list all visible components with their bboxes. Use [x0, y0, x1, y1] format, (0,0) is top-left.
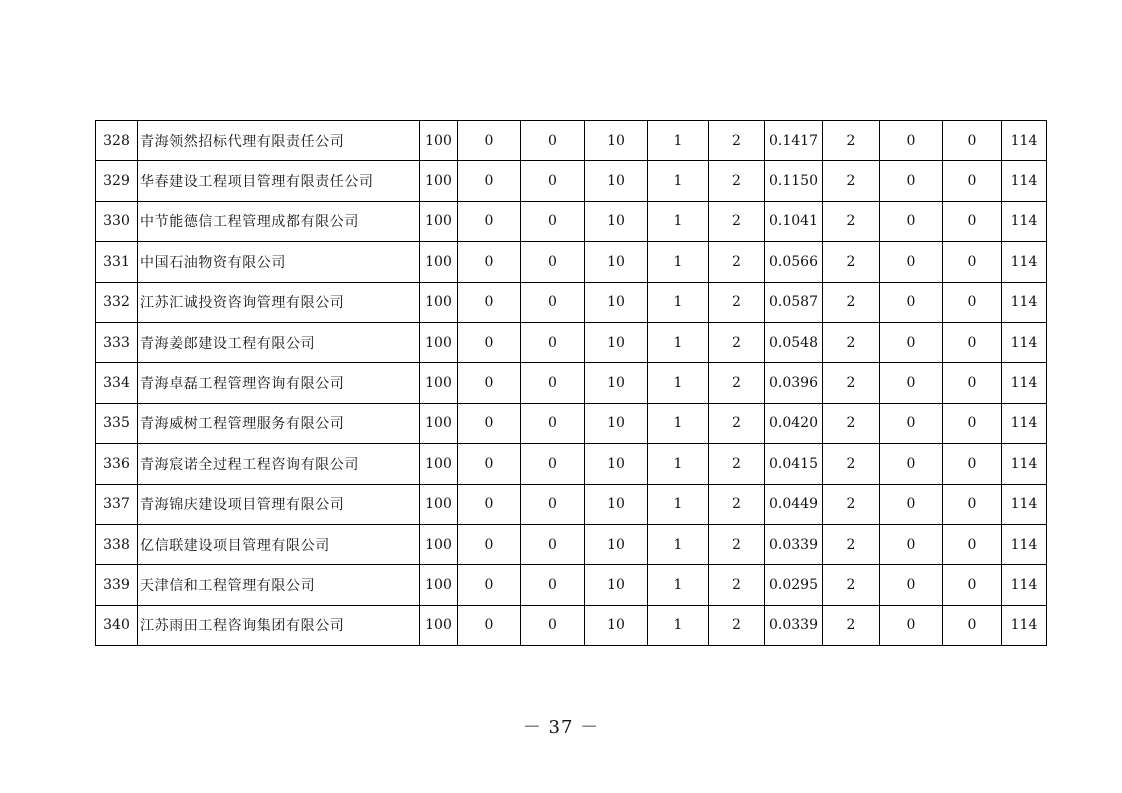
- score-cell-6: 2: [709, 605, 765, 645]
- score-cell-1: 100: [420, 403, 458, 443]
- score-cell-10: 0: [943, 605, 1002, 645]
- total-score-cell: 114: [1002, 201, 1047, 241]
- total-score-cell: 114: [1002, 605, 1047, 645]
- score-cell-6: 2: [709, 524, 765, 564]
- score-cell-1: 100: [420, 121, 458, 161]
- score-cell-2: 0: [458, 484, 521, 524]
- score-cell-10: 0: [943, 201, 1002, 241]
- score-cell-6: 2: [709, 121, 765, 161]
- total-score-cell: 114: [1002, 363, 1047, 403]
- table-row: [96, 565, 1047, 605]
- score-cell-2: 0: [458, 161, 521, 201]
- score-table: [95, 120, 1047, 646]
- company-name-cell: 江苏汇诚投资咨询管理有限公司: [138, 282, 420, 322]
- score-cell-5: 1: [648, 444, 709, 484]
- score-cell-1: 100: [420, 201, 458, 241]
- total-score-cell: 114: [1002, 242, 1047, 282]
- score-cell-9: 0: [880, 565, 943, 605]
- score-cell-4: 10: [585, 605, 648, 645]
- score-cell-2: 0: [458, 282, 521, 322]
- row-number-cell: 329: [96, 161, 138, 201]
- score-cell-4: 10: [585, 322, 648, 362]
- score-cell-7: 0.0548: [765, 322, 823, 362]
- score-cell-1: 100: [420, 242, 458, 282]
- score-cell-2: 0: [458, 605, 521, 645]
- score-cell-7: 0.0566: [765, 242, 823, 282]
- total-score-cell: 114: [1002, 121, 1047, 161]
- table-row: [96, 363, 1047, 403]
- table-row: [96, 161, 1047, 201]
- score-cell-7: 0.0339: [765, 605, 823, 645]
- score-cell-3: 0: [521, 524, 585, 564]
- score-cell-3: 0: [521, 403, 585, 443]
- score-cell-5: 1: [648, 282, 709, 322]
- score-cell-4: 10: [585, 444, 648, 484]
- score-cell-6: 2: [709, 484, 765, 524]
- score-cell-8: 2: [823, 363, 880, 403]
- score-cell-3: 0: [521, 242, 585, 282]
- row-number-cell: 339: [96, 565, 138, 605]
- score-cell-7: 0.0587: [765, 282, 823, 322]
- score-cell-7: 0.0339: [765, 524, 823, 564]
- table-row: [96, 201, 1047, 241]
- score-cell-2: 0: [458, 444, 521, 484]
- score-cell-10: 0: [943, 242, 1002, 282]
- table-row: [96, 322, 1047, 362]
- table-row: [96, 282, 1047, 322]
- row-number-cell: 338: [96, 524, 138, 564]
- score-cell-9: 0: [880, 242, 943, 282]
- score-cell-8: 2: [823, 282, 880, 322]
- score-cell-5: 1: [648, 121, 709, 161]
- score-cell-6: 2: [709, 322, 765, 362]
- score-cell-7: 0.0420: [765, 403, 823, 443]
- company-name-cell: 江苏雨田工程咨询集团有限公司: [138, 605, 420, 645]
- total-score-cell: 114: [1002, 524, 1047, 564]
- total-score-cell: 114: [1002, 322, 1047, 362]
- score-cell-9: 0: [880, 282, 943, 322]
- row-number-cell: 333: [96, 322, 138, 362]
- score-cell-10: 0: [943, 363, 1002, 403]
- score-cell-1: 100: [420, 282, 458, 322]
- company-name-cell: 华春建设工程项目管理有限责任公司: [138, 161, 420, 201]
- score-cell-8: 2: [823, 121, 880, 161]
- score-cell-8: 2: [823, 322, 880, 362]
- score-cell-5: 1: [648, 403, 709, 443]
- score-cell-8: 2: [823, 565, 880, 605]
- score-cell-5: 1: [648, 524, 709, 564]
- score-cell-3: 0: [521, 282, 585, 322]
- company-name-cell: 青海领然招标代理有限责任公司: [138, 121, 420, 161]
- company-name-cell: 青海宸诺全过程工程咨询有限公司: [138, 444, 420, 484]
- score-cell-10: 0: [943, 322, 1002, 362]
- table-body: [96, 121, 1047, 646]
- score-cell-3: 0: [521, 363, 585, 403]
- score-cell-4: 10: [585, 282, 648, 322]
- score-cell-6: 2: [709, 161, 765, 201]
- score-cell-9: 0: [880, 444, 943, 484]
- score-cell-3: 0: [521, 484, 585, 524]
- score-cell-8: 2: [823, 161, 880, 201]
- score-cell-1: 100: [420, 484, 458, 524]
- page-number: － 37 －: [522, 717, 600, 738]
- score-cell-1: 100: [420, 565, 458, 605]
- score-cell-8: 2: [823, 242, 880, 282]
- score-cell-2: 0: [458, 403, 521, 443]
- score-cell-3: 0: [521, 444, 585, 484]
- score-cell-1: 100: [420, 444, 458, 484]
- score-cell-3: 0: [521, 161, 585, 201]
- score-cell-9: 0: [880, 484, 943, 524]
- score-cell-1: 100: [420, 524, 458, 564]
- score-cell-8: 2: [823, 403, 880, 443]
- row-number-cell: 334: [96, 363, 138, 403]
- score-cell-5: 1: [648, 322, 709, 362]
- score-cell-6: 2: [709, 403, 765, 443]
- score-cell-5: 1: [648, 565, 709, 605]
- score-cell-8: 2: [823, 201, 880, 241]
- score-cell-7: 0.1041: [765, 201, 823, 241]
- score-cell-5: 1: [648, 201, 709, 241]
- score-cell-1: 100: [420, 363, 458, 403]
- score-cell-10: 0: [943, 524, 1002, 564]
- score-cell-9: 0: [880, 524, 943, 564]
- score-cell-4: 10: [585, 565, 648, 605]
- score-cell-10: 0: [943, 161, 1002, 201]
- score-cell-10: 0: [943, 565, 1002, 605]
- total-score-cell: 114: [1002, 161, 1047, 201]
- score-cell-5: 1: [648, 242, 709, 282]
- score-cell-1: 100: [420, 605, 458, 645]
- company-name-cell: 中国石油物资有限公司: [138, 242, 420, 282]
- table-row: [96, 444, 1047, 484]
- score-cell-9: 0: [880, 403, 943, 443]
- total-score-cell: 114: [1002, 484, 1047, 524]
- score-cell-9: 0: [880, 161, 943, 201]
- table-row: [96, 605, 1047, 645]
- total-score-cell: 114: [1002, 403, 1047, 443]
- score-cell-10: 0: [943, 444, 1002, 484]
- score-cell-6: 2: [709, 565, 765, 605]
- score-cell-3: 0: [521, 121, 585, 161]
- table-row: [96, 524, 1047, 564]
- score-cell-6: 2: [709, 242, 765, 282]
- score-cell-6: 2: [709, 444, 765, 484]
- score-cell-7: 0.1417: [765, 121, 823, 161]
- score-cell-2: 0: [458, 565, 521, 605]
- score-cell-7: 0.0396: [765, 363, 823, 403]
- row-number-cell: 332: [96, 282, 138, 322]
- score-cell-4: 10: [585, 484, 648, 524]
- score-cell-9: 0: [880, 322, 943, 362]
- score-cell-3: 0: [521, 201, 585, 241]
- score-cell-4: 10: [585, 242, 648, 282]
- company-name-cell: 青海威树工程管理服务有限公司: [138, 403, 420, 443]
- score-cell-5: 1: [648, 605, 709, 645]
- score-cell-7: 0.0295: [765, 565, 823, 605]
- score-cell-6: 2: [709, 282, 765, 322]
- score-cell-8: 2: [823, 605, 880, 645]
- row-number-cell: 331: [96, 242, 138, 282]
- score-cell-5: 1: [648, 484, 709, 524]
- score-cell-4: 10: [585, 524, 648, 564]
- score-cell-9: 0: [880, 605, 943, 645]
- score-cell-3: 0: [521, 322, 585, 362]
- row-number-cell: 330: [96, 201, 138, 241]
- company-name-cell: 青海锦庆建设项目管理有限公司: [138, 484, 420, 524]
- table-row: [96, 403, 1047, 443]
- score-cell-4: 10: [585, 363, 648, 403]
- score-cell-9: 0: [880, 363, 943, 403]
- row-number-cell: 337: [96, 484, 138, 524]
- score-cell-2: 0: [458, 121, 521, 161]
- score-cell-7: 0.0415: [765, 444, 823, 484]
- score-cell-9: 0: [880, 121, 943, 161]
- score-cell-7: 0.0449: [765, 484, 823, 524]
- score-cell-9: 0: [880, 201, 943, 241]
- score-cell-3: 0: [521, 565, 585, 605]
- score-cell-5: 1: [648, 363, 709, 403]
- score-cell-8: 2: [823, 444, 880, 484]
- score-cell-10: 0: [943, 403, 1002, 443]
- score-cell-6: 2: [709, 363, 765, 403]
- row-number-cell: 335: [96, 403, 138, 443]
- score-cell-6: 2: [709, 201, 765, 241]
- score-cell-4: 10: [585, 121, 648, 161]
- table-row: [96, 121, 1047, 161]
- score-cell-4: 10: [585, 161, 648, 201]
- row-number-cell: 336: [96, 444, 138, 484]
- score-cell-2: 0: [458, 242, 521, 282]
- score-cell-3: 0: [521, 605, 585, 645]
- company-name-cell: 青海卓磊工程管理咨询有限公司: [138, 363, 420, 403]
- table-row: [96, 484, 1047, 524]
- total-score-cell: 114: [1002, 565, 1047, 605]
- total-score-cell: 114: [1002, 282, 1047, 322]
- score-cell-4: 10: [585, 201, 648, 241]
- score-cell-10: 0: [943, 121, 1002, 161]
- company-name-cell: 中节能德信工程管理成都有限公司: [138, 201, 420, 241]
- score-cell-7: 0.1150: [765, 161, 823, 201]
- score-cell-10: 0: [943, 484, 1002, 524]
- row-number-cell: 328: [96, 121, 138, 161]
- score-cell-8: 2: [823, 484, 880, 524]
- score-cell-2: 0: [458, 524, 521, 564]
- score-cell-10: 0: [943, 282, 1002, 322]
- company-name-cell: 天津信和工程管理有限公司: [138, 565, 420, 605]
- score-cell-1: 100: [420, 322, 458, 362]
- score-cell-2: 0: [458, 201, 521, 241]
- score-cell-1: 100: [420, 161, 458, 201]
- score-cell-2: 0: [458, 322, 521, 362]
- company-name-cell: 亿信联建设项目管理有限公司: [138, 524, 420, 564]
- total-score-cell: 114: [1002, 444, 1047, 484]
- table-row: [96, 242, 1047, 282]
- score-cell-2: 0: [458, 363, 521, 403]
- score-cell-4: 10: [585, 403, 648, 443]
- row-number-cell: 340: [96, 605, 138, 645]
- score-cell-5: 1: [648, 161, 709, 201]
- score-cell-8: 2: [823, 524, 880, 564]
- company-name-cell: 青海姜郎建设工程有限公司: [138, 322, 420, 362]
